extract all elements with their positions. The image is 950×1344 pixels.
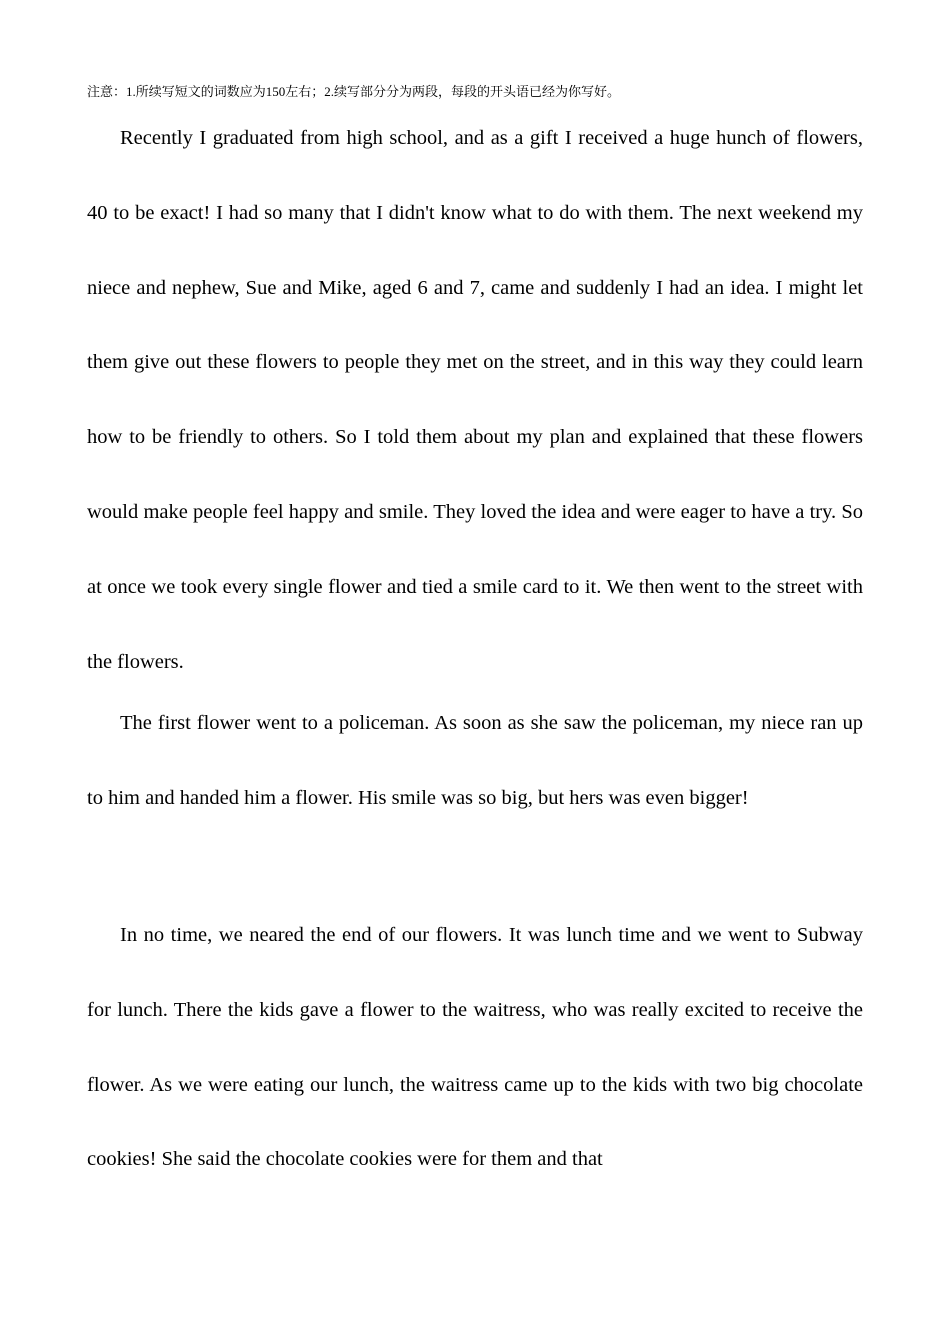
story-paragraph-1: Recently I graduated from high school, and as a gift I received a huge hunch of flowers, 40 to be exact! I had so many that I didn't know what to do with them. The next weekend my niece and nephew, Sue and Mike, aged 6 and 7, came and suddenly I had an idea. I might let them give out these flowers to people they met on the street, and in this way they could learn how to be friendly to others. So I told them about my plan and explained that these flowers would make people feel happy and smile. They loved the idea and were eager to have a try. So at once we took every single flower and tied a smile card to it. We then went to the street with the flowers. xyxy=(87,127,863,673)
story-paragraph-3: In no time, we neared the end of our flowers. It was lunch time and we went to Subway for lunch. There the kids gave a flower to the waitress, who was really excited to receive the flower. As we were eating our lunch, the waitress came up to the kids with two big chocolate cookies! She said the chocolate cookies were for them and that xyxy=(87,924,863,1171)
story-paragraph-2: The first flower went to a policeman. As soon as she saw the policeman, my niece ran up to him and handed him a flower. His smile was so big, but hers was even bigger! xyxy=(87,712,863,809)
instruction-note: 注意：1.所续写短文的词数应为150左右；2.续写部分分为两段，每段的开头语已经为你写好。 xyxy=(87,84,621,99)
